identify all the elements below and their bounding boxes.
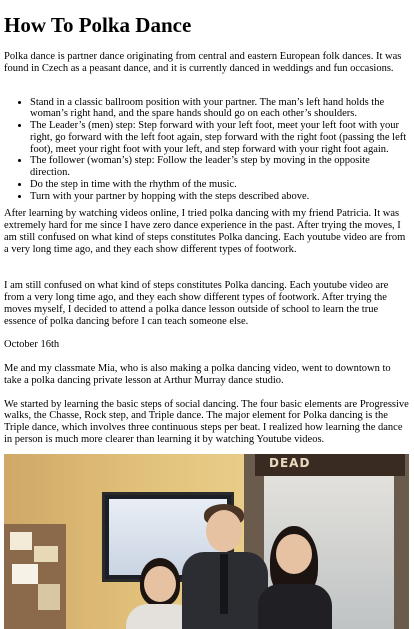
basic-steps-paragraph: We started by learning the basic steps of social dancing. The four basic elements are Progressive walks, the Chasse, Rock step, and Triple dance. The major element for Polka dancing is the Triple dance, which involves three continuous steps per beat. I realized how learning the dance in person is much more clearer than learning it by watching Youtube videos. <box>4 398 409 445</box>
list-item: • Turn with your partner by hopping with the steps described above. <box>30 191 409 203</box>
date-heading: October 16th <box>4 339 60 351</box>
intro-paragraph: Polka dance is partner dance originating from central and eastern European folk dances. It was found in Czech as a peasant dance, and it is currently danced in weddings and fun occasions. <box>4 51 402 74</box>
dance-studio-photo <box>4 454 409 629</box>
confused-paragraph: I am still confused on what kind of steps constitutes Polka dancing. Each youtube video are from a very long time ago, and they each show different types of footwork. After trying the moves myself, I decided to attend a polka dance lesson outside of school to learn the true essence of polka dancing before I can teach someone else. <box>4 280 389 327</box>
lesson-paragraph: Me and my classmate Mia, who is also making a polka dancing video, went to downtown to take a polka dancing private lesson at Arthur Murray dance studio. <box>4 363 391 386</box>
list-item: • The follower (woman’s) step: Follow the leader’s step by moving in the opposite direction. <box>30 155 409 179</box>
list-item: • Stand in a classic ballroom position with your partner. The man’s left hand holds the woman’s right hand, and the spare hands should go on each other’s shoulders. <box>30 97 409 121</box>
photo-face <box>206 510 242 552</box>
photo-person-right <box>256 526 334 629</box>
photo-face <box>144 566 176 602</box>
photo-face <box>276 534 312 574</box>
learning-paragraph: After learning by watching videos online, I tried polka dancing with my friend Patricia. It was extremely hard for me since I have zero dance experience in the past. After trying the moves, I am still confused on what kind of steps constitutes Polka dancing. Each youtube video are from a very long time ago, and they each show different types of footwork. <box>4 208 406 255</box>
photo-board-paper <box>12 564 38 584</box>
photo-bulletin-board <box>4 524 66 629</box>
spacer <box>4 267 409 280</box>
photo-board-paper <box>38 584 60 610</box>
photo-board-paper <box>34 546 58 562</box>
list-item: • Do the step in time with the rhythm of the music. <box>30 179 409 191</box>
photo-body <box>258 584 332 629</box>
photo-banner: DEAD <box>255 454 405 476</box>
photo-tie <box>220 554 228 614</box>
list-item: • The Leader’s (men) step: Step forward with your left foot, meet your left foot with your right, go forward with the left foot again, step forward with the right foot (passing the left foot), meet your right foot with your left, and step forward with your right foot again. <box>30 120 409 155</box>
photo-board-paper <box>10 532 32 550</box>
steps-list <box>4 97 409 203</box>
page-title: How To Polka Dance <box>4 13 192 37</box>
